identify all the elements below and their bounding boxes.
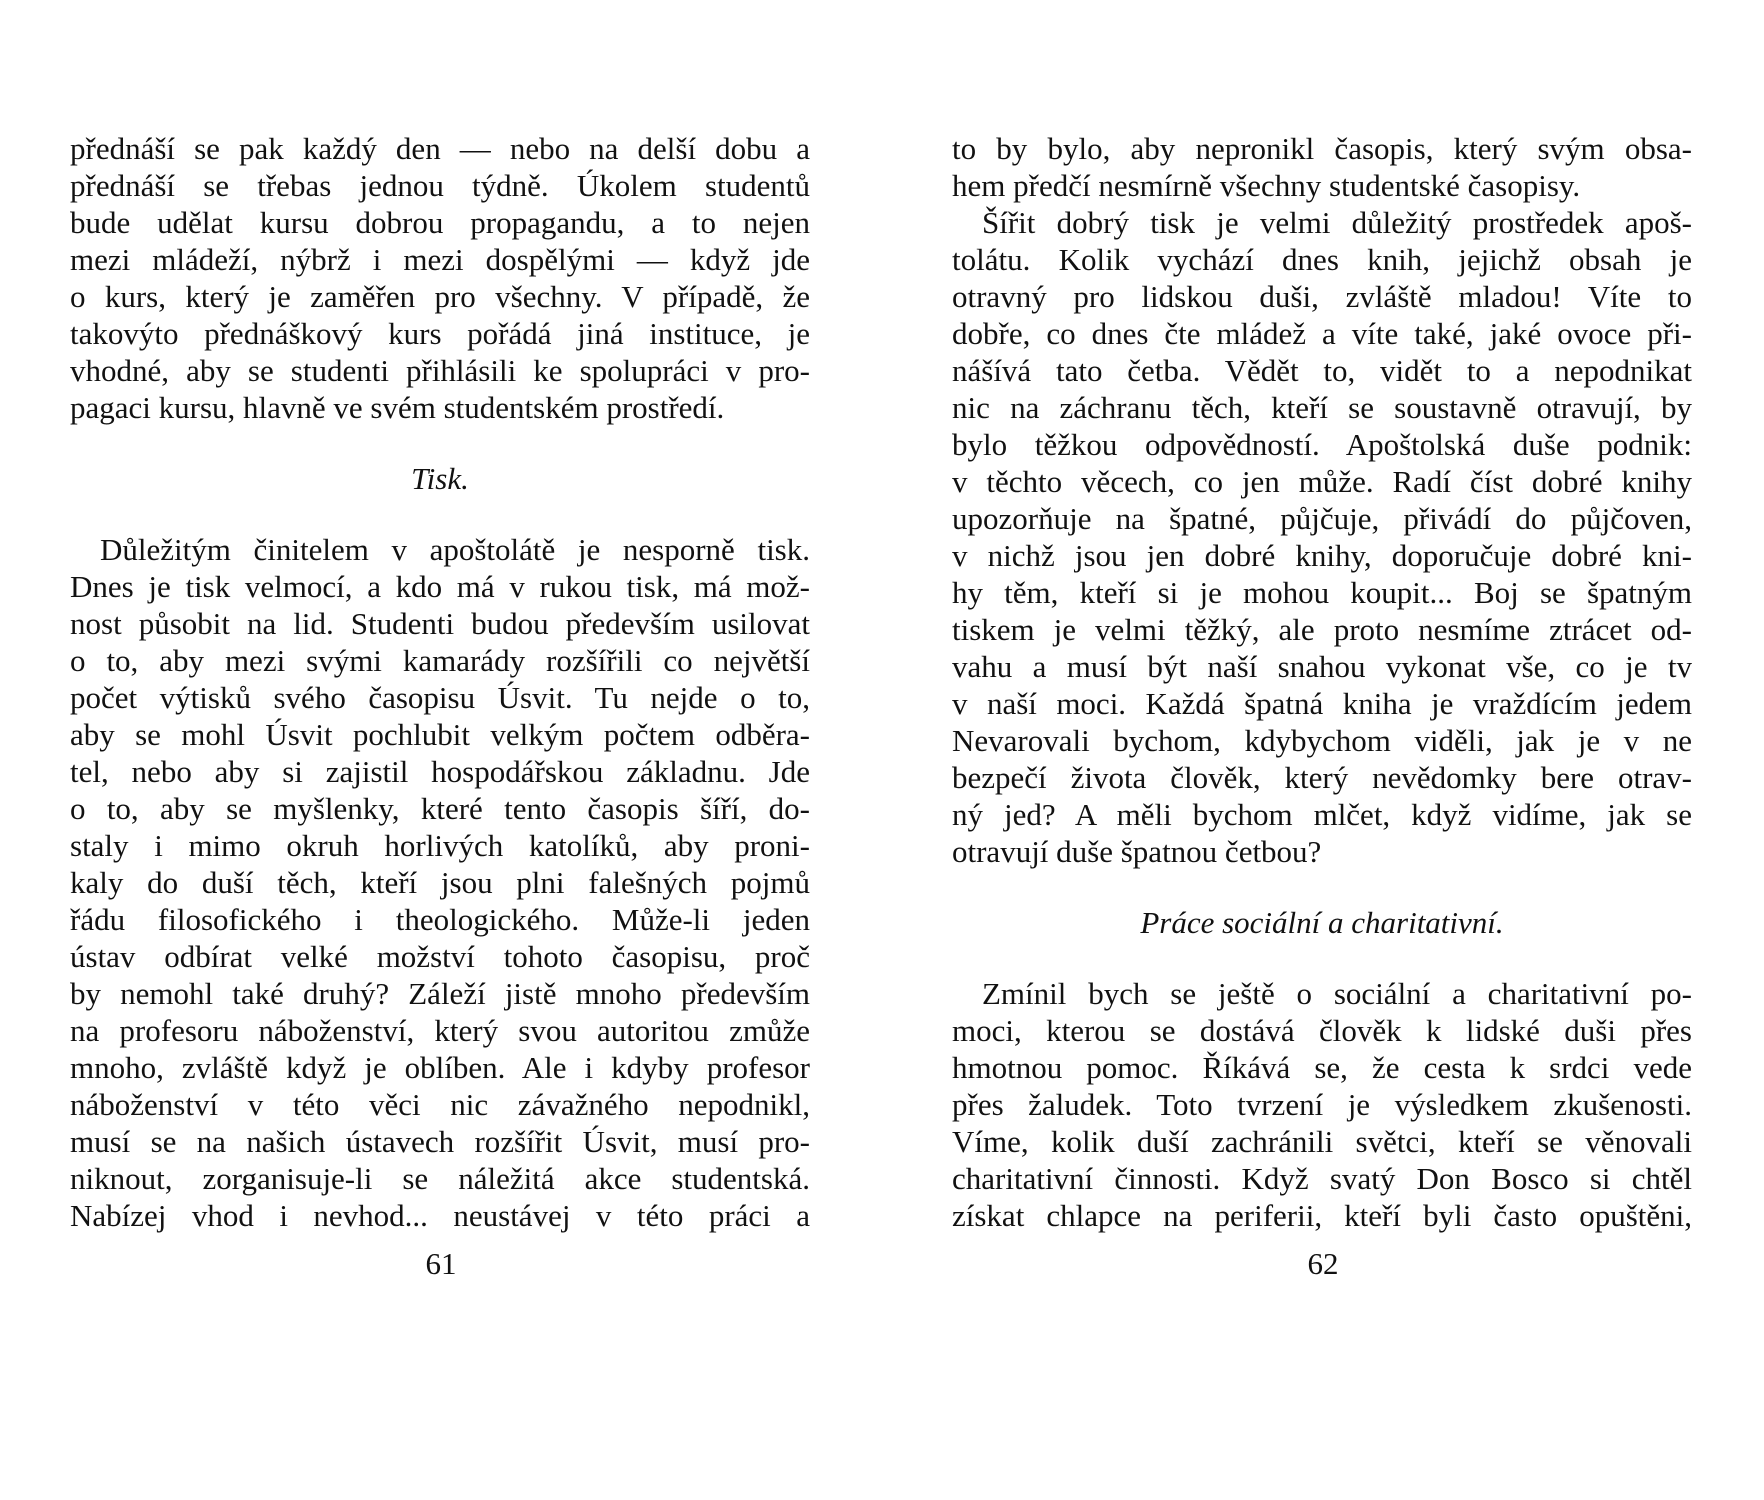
left-paragraph-2: [70, 531, 810, 1234]
section-heading-prace: Práce sociální a charitativní.: [1140, 905, 1504, 940]
text-line: staly i mimo okruh horlivých katolíků, aby proni-: [70, 828, 810, 863]
page-number: 62: [1307, 1246, 1339, 1281]
text-line: otravují duše špatnou četbou?: [952, 834, 1322, 869]
text-line: Víme, kolik duší zachránili světci, kteří se věnovali: [952, 1124, 1692, 1159]
text-line: v nichž jsou jen dobré knihy, doporučuje dobré kni-: [952, 538, 1692, 573]
right-paragraph-1: [952, 130, 1692, 204]
text-line: takovýto přednáškový kurs pořádá jiná instituce, je: [70, 316, 810, 351]
text-line: získat chlapce na periferii, kteří byli často opuštěni,: [952, 1198, 1692, 1233]
text-line: počet výtisků svého časopisu Úsvit. Tu nejde o to,: [70, 680, 810, 715]
text-line: nost působit na lid. Studenti budou především usilovat: [70, 606, 810, 641]
text-line: dobře, co dnes čte mládež a víte také, jaké ovoce při-: [952, 316, 1692, 351]
text-line: charitativní činnosti. Když svatý Don Bosco si chtěl: [952, 1161, 1692, 1196]
text-line: bezpečí života člověk, který nevědomky bere otrav-: [952, 760, 1692, 795]
text-line: Důležitým činitelem v apoštolátě je nesporně tisk.: [100, 532, 810, 567]
text-line: musí se na našich ústavech rozšířit Úsvit, musí pro-: [70, 1124, 810, 1159]
text-line: náboženství v této věci nic závažného nepodnikl,: [70, 1087, 810, 1122]
text-line: hem předčí nesmírně všechny studentské časopisy.: [952, 168, 1581, 203]
right-text-column: [952, 130, 1692, 1234]
text-line: o to, aby se myšlenky, které tento časopis šíří, do-: [70, 791, 810, 826]
text-line: přes žaludek. Toto tvrzení je výsledkem zkušenosti.: [952, 1087, 1692, 1122]
text-line: bude udělat kursu dobrou propagandu, a to nejen: [70, 205, 810, 240]
text-line: nic na záchranu těch, kteří se soustavně otravují, by: [952, 390, 1692, 425]
text-line: otravný pro lidskou duši, zvláště mladou! Víte to: [952, 279, 1692, 314]
left-text-column: [70, 130, 810, 1234]
text-line: nášívá tato četba. Vědět to, vidět to a nepodnikat: [952, 353, 1692, 388]
text-line: o to, aby mezi svými kamarády rozšířili co největší: [70, 643, 810, 678]
right-paragraph-2: [952, 204, 1692, 870]
text-line: mezi mládeží, nýbrž i mezi dospělými — když jde: [70, 242, 810, 277]
text-line: na profesoru náboženství, který svou autoritou zmůže: [70, 1013, 810, 1048]
right-page: [882, 0, 1764, 1500]
text-line: hmotnou pomoc. Říkává se, že cesta k srdci vede: [952, 1050, 1692, 1085]
text-line: přednáší se pak každý den — nebo na delší dobu a: [70, 131, 810, 166]
text-line: hy těm, kteří si je mohou koupit... Boj se špatným: [952, 575, 1692, 610]
text-line: to by bylo, aby nepronikl časopis, který svým obsa-: [952, 131, 1692, 166]
text-line: bylo těžkou odpovědností. Apoštolská duše podnik:: [952, 427, 1692, 462]
text-line: upozorňuje na špatné, půjčuje, přivádí do půjčoven,: [952, 501, 1692, 536]
text-line: o kurs, který je zaměřen pro všechny. V případě, že: [70, 279, 810, 314]
text-line: aby se mohl Úsvit pochlubit velkým počtem odběra-: [70, 717, 810, 752]
text-line: vhodné, aby se studenti přihlásili ke spolupráci v pro-: [70, 353, 810, 388]
text-line: Zmínil bych se ještě o sociální a charitativní po-: [982, 976, 1692, 1011]
text-line: tiskem je velmi těžký, ale proto nesmíme ztrácet od-: [952, 612, 1692, 647]
text-line: Nevarovali bychom, kdybychom viděli, jak je v ne: [952, 723, 1692, 758]
text-line: niknout, zorganisuje-li se náležitá akce studentská.: [70, 1161, 810, 1196]
text-line: Nabízej vhod i nevhod... neustávej v této práci a: [70, 1198, 810, 1233]
left-paragraph-1: [70, 130, 810, 426]
text-line: vahu a musí být naší snahou vykonat vše, co je tv: [952, 649, 1692, 684]
text-line: tolátu. Kolik vychází dnes knih, jejichž obsah je: [952, 242, 1692, 277]
text-line: by nemohl také druhý? Záleží jistě mnoho především: [70, 976, 810, 1011]
text-line: řádu filosofického i theologického. Může-li jeden: [70, 902, 810, 937]
page-number: 61: [425, 1246, 457, 1281]
text-line: ný jed? A měli bychom mlčet, když vidíme, jak se: [952, 797, 1692, 832]
text-line: moci, kterou se dostává člověk k lidské duši přes: [952, 1013, 1692, 1048]
text-line: mnoho, zvláště když je oblíben. Ale i kdyby profesor: [70, 1050, 810, 1085]
text-line: přednáší se třebas jednou týdně. Úkolem studentů: [70, 168, 810, 203]
text-line: kaly do duší těch, kteří jsou plni falešných pojmů: [70, 865, 810, 900]
text-line: Šířit dobrý tisk je velmi důležitý prostředek apoš-: [982, 205, 1692, 240]
text-line: tel, nebo aby si zajistil hospodářskou základnu. Jde: [70, 754, 810, 789]
text-line: v těchto věcech, co jen může. Radí číst dobré knihy: [952, 464, 1692, 499]
text-line: Dnes je tisk velmocí, a kdo má v rukou tisk, má mož-: [70, 569, 810, 604]
section-heading-tisk: Tisk.: [411, 461, 469, 496]
right-paragraph-3: [952, 975, 1692, 1234]
text-line: v naší moci. Každá špatná kniha je vraždícím jedem: [952, 686, 1692, 721]
text-line: ústav odbírat velké možství tohoto časopisu, proč: [70, 939, 810, 974]
text-line: pagaci kursu, hlavně ve svém studentském prostředí.: [70, 390, 725, 425]
